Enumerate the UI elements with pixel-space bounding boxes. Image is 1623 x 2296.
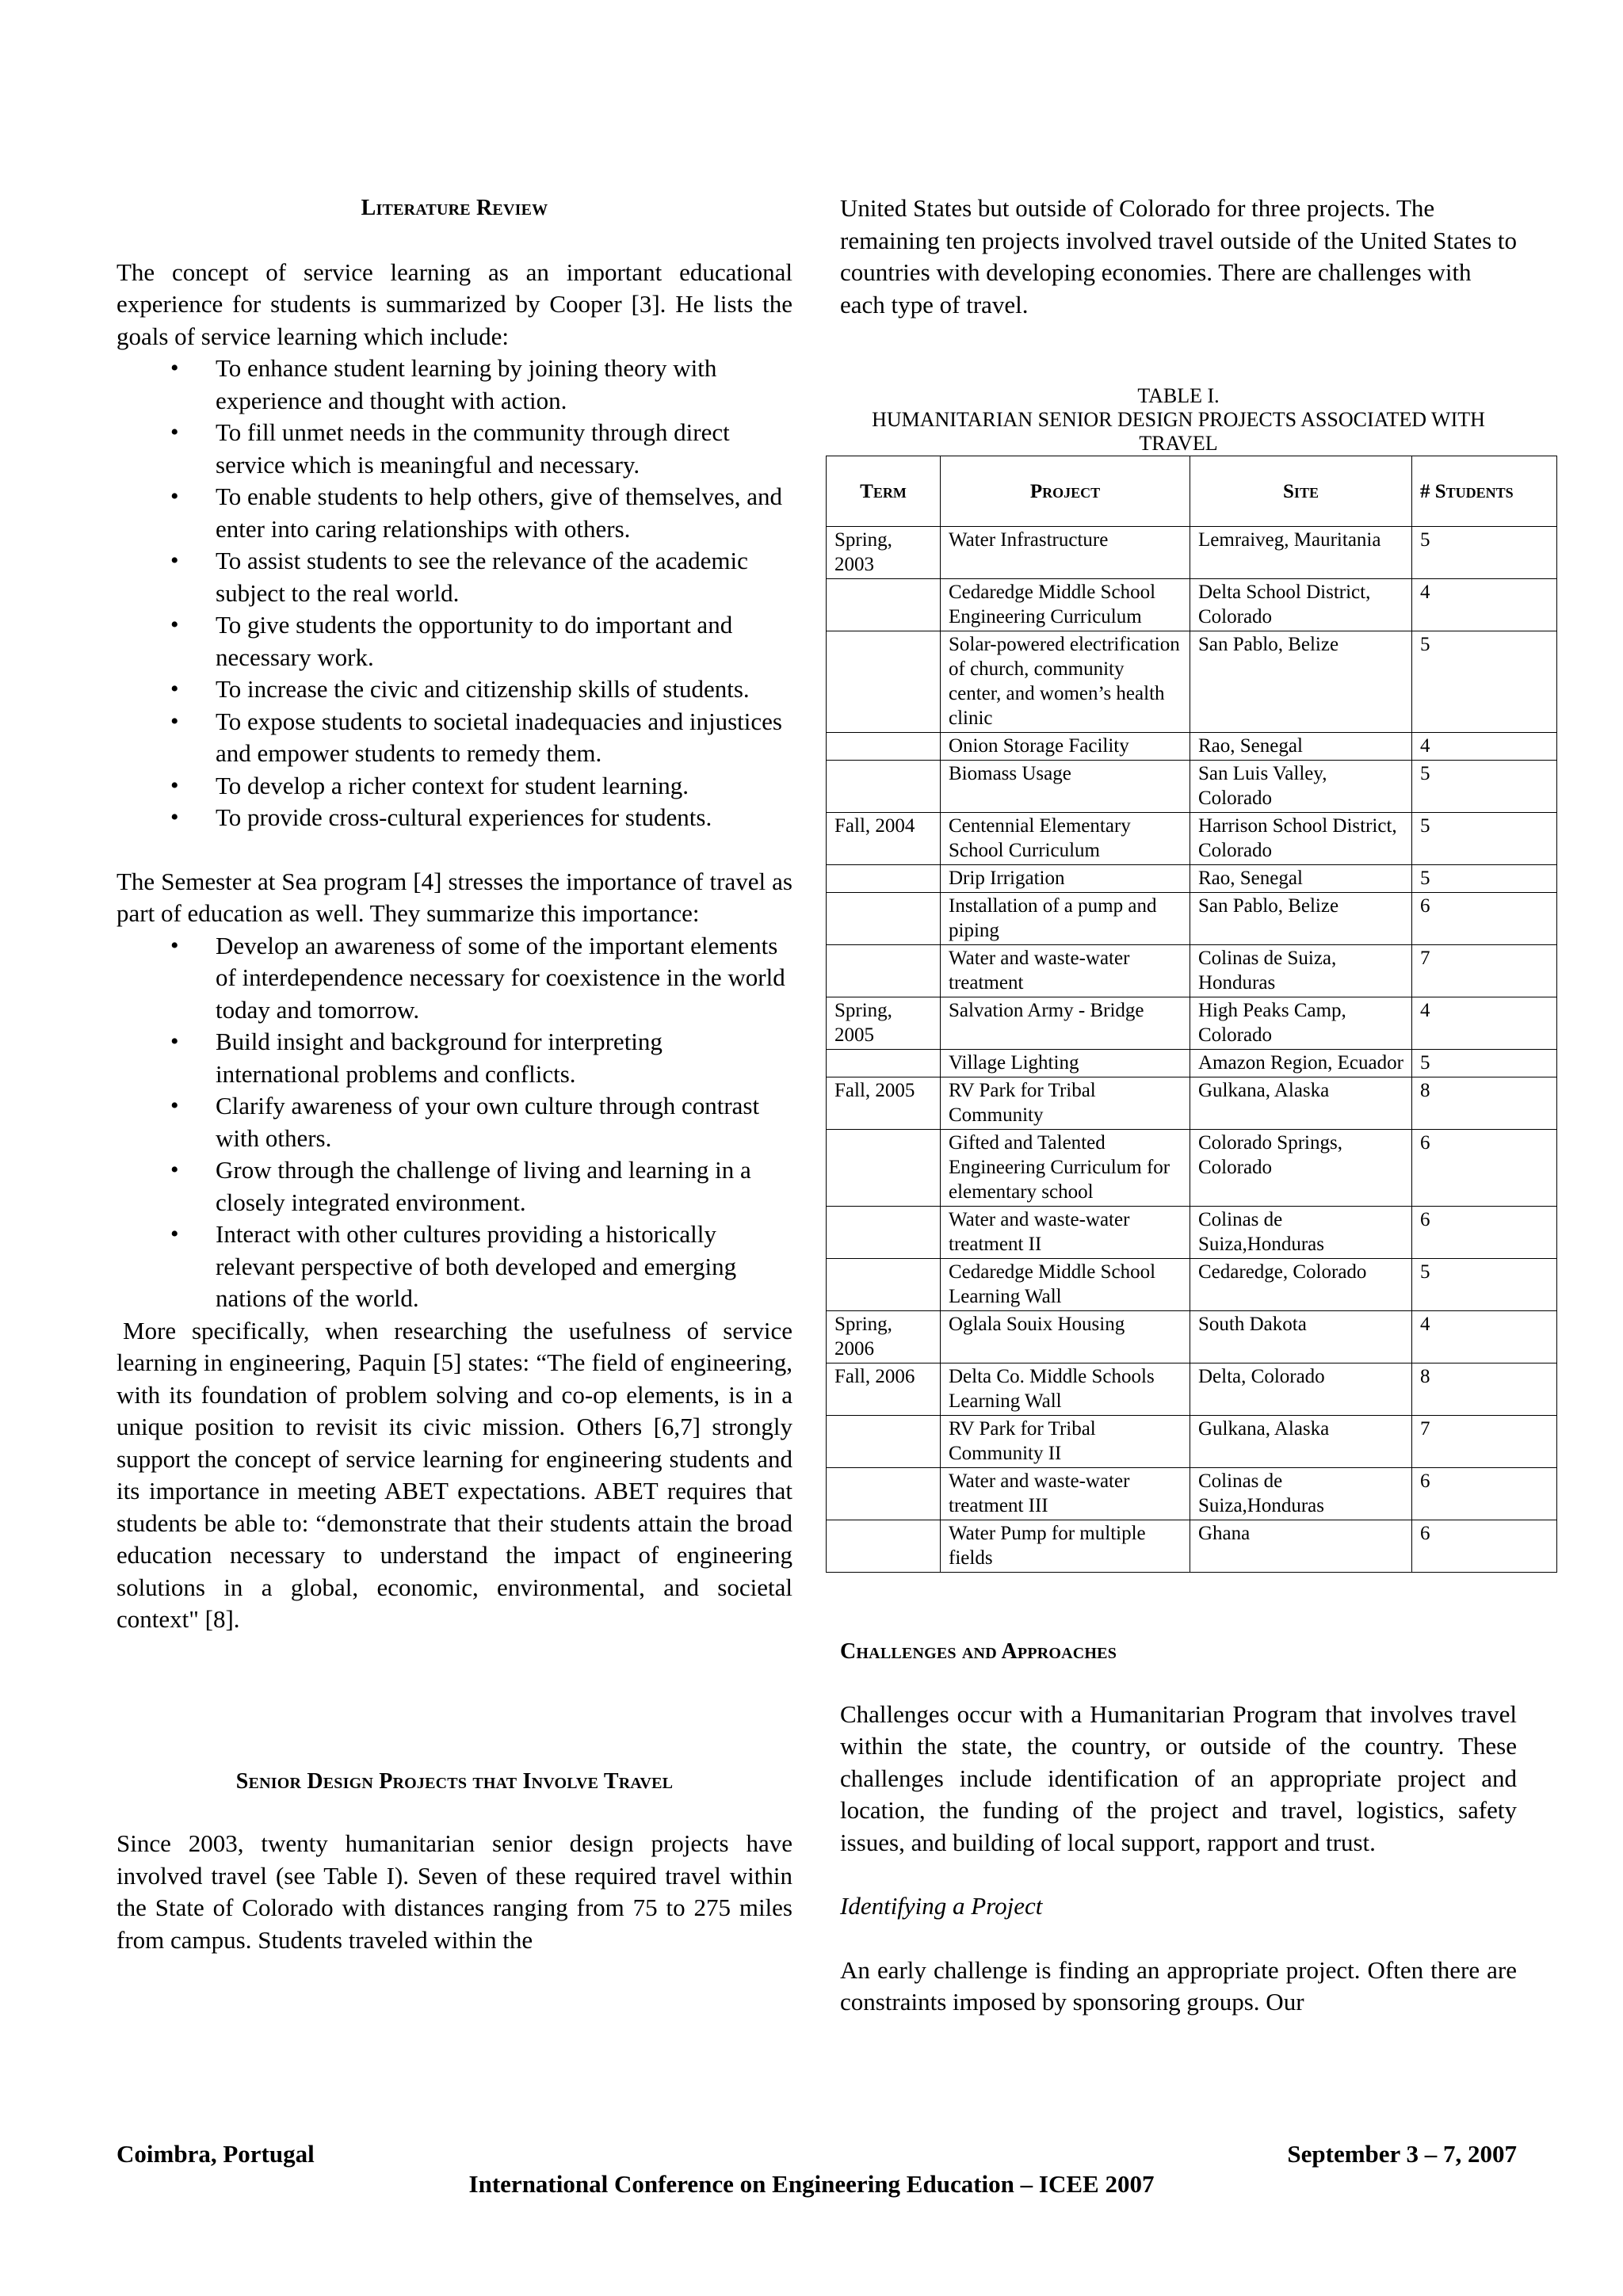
term-cell bbox=[827, 733, 941, 761]
table-row bbox=[827, 1363, 1557, 1416]
table-row bbox=[827, 1311, 1557, 1363]
table-row bbox=[827, 1416, 1557, 1468]
right-column bbox=[834, 193, 1518, 2019]
table-row bbox=[827, 1520, 1557, 1573]
site-cell: Colorado Springs, Colorado bbox=[1190, 1130, 1412, 1207]
footer-conference: International Conference on Engineering Education – ICEE 2007 bbox=[468, 2170, 1155, 2198]
identifying-project-heading: Identifying a Project bbox=[840, 1892, 1043, 1920]
table-row bbox=[827, 579, 1557, 631]
project-cell: Water and waste-water treatment III bbox=[941, 1468, 1190, 1520]
table-label: TABLE I. bbox=[1137, 384, 1220, 407]
students-cell: 4 bbox=[1412, 1311, 1557, 1363]
project-cell: Installation of a pump and piping bbox=[941, 893, 1190, 945]
term-cell bbox=[827, 579, 941, 631]
service-learning-goals-list bbox=[116, 353, 792, 834]
challenges-heading: Challenges and Approaches bbox=[840, 1639, 1117, 1664]
site-cell: Lemraiveg, Mauritania bbox=[1190, 527, 1412, 579]
list-item: • Grow through the challenge of living and learning in a closely integrated environment. bbox=[216, 1154, 792, 1219]
project-cell: Biomass Usage bbox=[941, 761, 1190, 813]
site-cell: Gulkana, Alaska bbox=[1190, 1077, 1412, 1130]
identifying-project-paragraph: An early challenge is finding an appropriate project. Often there are constraints imposed by sponsoring groups. Our bbox=[840, 1955, 1517, 2016]
list-item: • To enhance student learning by joining theory with experience and thought with action. bbox=[216, 353, 792, 417]
project-cell: Solar-powered electrification of church, community center, and women’s health clinic bbox=[941, 631, 1190, 733]
list-item: • To enable students to help others, give of themselves, and enter into caring relationships with others. bbox=[216, 481, 792, 545]
term-cell: Spring, 2003 bbox=[827, 527, 941, 579]
site-cell: Rao, Senegal bbox=[1190, 865, 1412, 893]
table-row bbox=[827, 865, 1557, 893]
site-column-header: Site bbox=[1190, 456, 1412, 527]
term-cell bbox=[827, 1259, 941, 1311]
table-row bbox=[827, 1130, 1557, 1207]
students-cell: 5 bbox=[1412, 1259, 1557, 1311]
travel-continuation-paragraph: United States but outside of Colorado for three projects. The remaining ten projects involved travel outside of the United States to countries with developing economies. There are challenges with each type of travel. bbox=[840, 194, 1518, 318]
project-cell: Village Lighting bbox=[941, 1050, 1190, 1077]
site-cell: Delta, Colorado bbox=[1190, 1363, 1412, 1416]
project-column-header: Project bbox=[941, 456, 1190, 527]
table-row bbox=[827, 1207, 1557, 1259]
term-cell: Spring, 2006 bbox=[827, 1311, 941, 1363]
footer-dates: September 3 – 7, 2007 bbox=[1287, 2140, 1517, 2168]
term-cell: Fall, 2005 bbox=[827, 1077, 941, 1130]
list-item: • Build insight and background for interpreting international problems and conflicts. bbox=[216, 1026, 792, 1090]
students-cell: 5 bbox=[1412, 865, 1557, 893]
list-item: • To increase the civic and citizenship skills of students. bbox=[216, 673, 792, 706]
students-cell: 7 bbox=[1412, 945, 1557, 997]
table-row bbox=[827, 1050, 1557, 1077]
term-cell: Fall, 2004 bbox=[827, 813, 941, 865]
site-cell: San Pablo, Belize bbox=[1190, 893, 1412, 945]
project-cell: Gifted and Talented Engineering Curriculum for elementary school bbox=[941, 1130, 1190, 1207]
senior-design-paragraph: Since 2003, twenty humanitarian senior design projects have involved travel (see Table I). Seven of these required travel within the State of Colorado with distances ranging from 75 to 275 miles from campus. Students traveled within the bbox=[116, 1829, 792, 1954]
site-cell: Amazon Region, Ecuador bbox=[1190, 1050, 1412, 1077]
term-cell bbox=[827, 1050, 941, 1077]
semester-at-sea-list bbox=[116, 930, 792, 1315]
site-cell: Delta School District, Colorado bbox=[1190, 579, 1412, 631]
table-row bbox=[827, 1468, 1557, 1520]
table-row bbox=[827, 813, 1557, 865]
site-cell: Ghana bbox=[1190, 1520, 1412, 1573]
projects-table bbox=[826, 456, 1557, 1573]
paquin-paragraph: More specifically, when researching the usefulness of service learning in engineering, Paquin [5] states: “The field of engineering, with its foundation of problem solving and co-op elements, is in a unique position to revisit its civic mission. Others [6,7] strongly support the concept of service learning for engineering students and its importance in meeting ABET expectations. ABET requires that students be able to: “demonstrate that their students attain the broad education necessary to understand the impact of engineering solutions in a global, economic, environmental, and societal context" [8]. bbox=[116, 1316, 792, 1633]
site-cell: Gulkana, Alaska bbox=[1190, 1416, 1412, 1468]
literature-review-heading: Literature Review bbox=[361, 196, 548, 220]
senior-design-heading: Senior Design Projects that Involve Travel bbox=[235, 1768, 674, 1794]
term-cell bbox=[827, 761, 941, 813]
students-cell: 7 bbox=[1412, 1416, 1557, 1468]
site-cell: Cedaredge, Colorado bbox=[1190, 1259, 1412, 1311]
term-cell: Spring, 2005 bbox=[827, 997, 941, 1050]
table-row bbox=[827, 1259, 1557, 1311]
term-cell bbox=[827, 893, 941, 945]
project-cell: Centennial Elementary School Curriculum bbox=[941, 813, 1190, 865]
table-row bbox=[827, 893, 1557, 945]
project-cell: Drip Irrigation bbox=[941, 865, 1190, 893]
table-title: HUMANITARIAN SENIOR DESIGN PROJECTS ASSOCIATED WITH TRAVEL bbox=[872, 408, 1485, 455]
site-cell: San Luis Valley, Colorado bbox=[1190, 761, 1412, 813]
term-cell bbox=[827, 631, 941, 733]
term-cell: Fall, 2006 bbox=[827, 1363, 941, 1416]
list-item: • To give students the opportunity to do important and necessary work. bbox=[216, 609, 792, 673]
students-cell: 6 bbox=[1412, 1207, 1557, 1259]
students-cell: 6 bbox=[1412, 1130, 1557, 1207]
site-cell: Harrison School District, Colorado bbox=[1190, 813, 1412, 865]
students-cell: 5 bbox=[1412, 527, 1557, 579]
site-cell: Rao, Senegal bbox=[1190, 733, 1412, 761]
students-cell: 4 bbox=[1412, 579, 1557, 631]
challenges-paragraph: Challenges occur with a Humanitarian Program that involves travel within the state, the country, or outside of the country. These challenges include identification of an appropriate project and location, the funding of the project and travel, logistics, safety issues, and building of local support, rapport and trust. bbox=[840, 1699, 1517, 1856]
list-item: • To fill unmet needs in the community through direct service which is meaningful and necessary. bbox=[216, 417, 792, 481]
site-cell: Colinas de Suiza,Honduras bbox=[1190, 1207, 1412, 1259]
term-cell bbox=[827, 1130, 941, 1207]
students-cell: 5 bbox=[1412, 813, 1557, 865]
site-cell: San Pablo, Belize bbox=[1190, 631, 1412, 733]
term-cell bbox=[827, 865, 941, 893]
students-cell: 8 bbox=[1412, 1363, 1557, 1416]
list-item: • Develop an awareness of some of the important elements of interdependence necessary for coexistence in the world today and tomorrow. bbox=[216, 930, 792, 1027]
list-item: • To expose students to societal inadequacies and injustices and empower students to remedy them. bbox=[216, 706, 792, 770]
students-cell: 5 bbox=[1412, 631, 1557, 733]
left-column bbox=[116, 193, 792, 1956]
list-item: • To assist students to see the relevance of the academic subject to the real world. bbox=[216, 545, 792, 609]
table-body bbox=[827, 527, 1557, 1573]
term-cell bbox=[827, 1520, 941, 1573]
footer-location: Coimbra, Portugal bbox=[116, 2140, 315, 2168]
site-cell: Colinas de Suiza, Honduras bbox=[1190, 945, 1412, 997]
project-cell: Oglala Souix Housing bbox=[941, 1311, 1190, 1363]
students-column-header: # Students bbox=[1412, 456, 1557, 527]
table-row bbox=[827, 945, 1557, 997]
list-item: • Clarify awareness of your own culture through contrast with others. bbox=[216, 1090, 792, 1154]
term-cell bbox=[827, 1416, 941, 1468]
students-cell: 6 bbox=[1412, 1468, 1557, 1520]
term-cell bbox=[827, 945, 941, 997]
project-cell: Delta Co. Middle Schools Learning Wall bbox=[941, 1363, 1190, 1416]
site-cell: Colinas de Suiza,Honduras bbox=[1190, 1468, 1412, 1520]
table-row bbox=[827, 733, 1557, 761]
students-cell: 5 bbox=[1412, 761, 1557, 813]
list-item: • Interact with other cultures providing a historically relevant perspective of both developed and emerging nations of the world. bbox=[216, 1219, 792, 1315]
term-cell bbox=[827, 1468, 941, 1520]
project-cell: RV Park for Tribal Community II bbox=[941, 1416, 1190, 1468]
students-cell: 5 bbox=[1412, 1050, 1557, 1077]
table-row bbox=[827, 761, 1557, 813]
project-cell: Salvation Army - Bridge bbox=[941, 997, 1190, 1050]
project-cell: Water and waste-water treatment II bbox=[941, 1207, 1190, 1259]
project-cell: Onion Storage Facility bbox=[941, 733, 1190, 761]
students-cell: 6 bbox=[1412, 1520, 1557, 1573]
students-cell: 4 bbox=[1412, 733, 1557, 761]
project-cell: RV Park for Tribal Community bbox=[941, 1077, 1190, 1130]
table-row bbox=[827, 1077, 1557, 1130]
site-cell: South Dakota bbox=[1190, 1311, 1412, 1363]
term-column-header: Term bbox=[827, 456, 941, 527]
project-cell: Cedaredge Middle School Engineering Curriculum bbox=[941, 579, 1190, 631]
site-cell: High Peaks Camp, Colorado bbox=[1190, 997, 1412, 1050]
semester-at-sea-paragraph: The Semester at Sea program [4] stresses the importance of travel as part of education as well. They summarize this importance: bbox=[116, 867, 792, 927]
term-cell bbox=[827, 1207, 941, 1259]
lit-intro-paragraph: The concept of service learning as an important educational experience for students is summarized by Cooper [3]. He lists the goals of service learning which include: bbox=[116, 257, 792, 350]
students-cell: 6 bbox=[1412, 893, 1557, 945]
list-item: • To develop a richer context for student learning. bbox=[216, 770, 792, 803]
project-cell: Cedaredge Middle School Learning Wall bbox=[941, 1259, 1190, 1311]
project-cell: Water Pump for multiple fields bbox=[941, 1520, 1190, 1573]
students-cell: 4 bbox=[1412, 997, 1557, 1050]
table-caption bbox=[840, 384, 1517, 456]
students-cell: 8 bbox=[1412, 1077, 1557, 1130]
table-row bbox=[827, 997, 1557, 1050]
project-cell: Water and waste-water treatment bbox=[941, 945, 1190, 997]
list-item: • To provide cross-cultural experiences for students. bbox=[216, 802, 792, 834]
table-row bbox=[827, 527, 1557, 579]
table-row bbox=[827, 631, 1557, 733]
table-header-row bbox=[827, 456, 1557, 527]
project-cell: Water Infrastructure bbox=[941, 527, 1190, 579]
